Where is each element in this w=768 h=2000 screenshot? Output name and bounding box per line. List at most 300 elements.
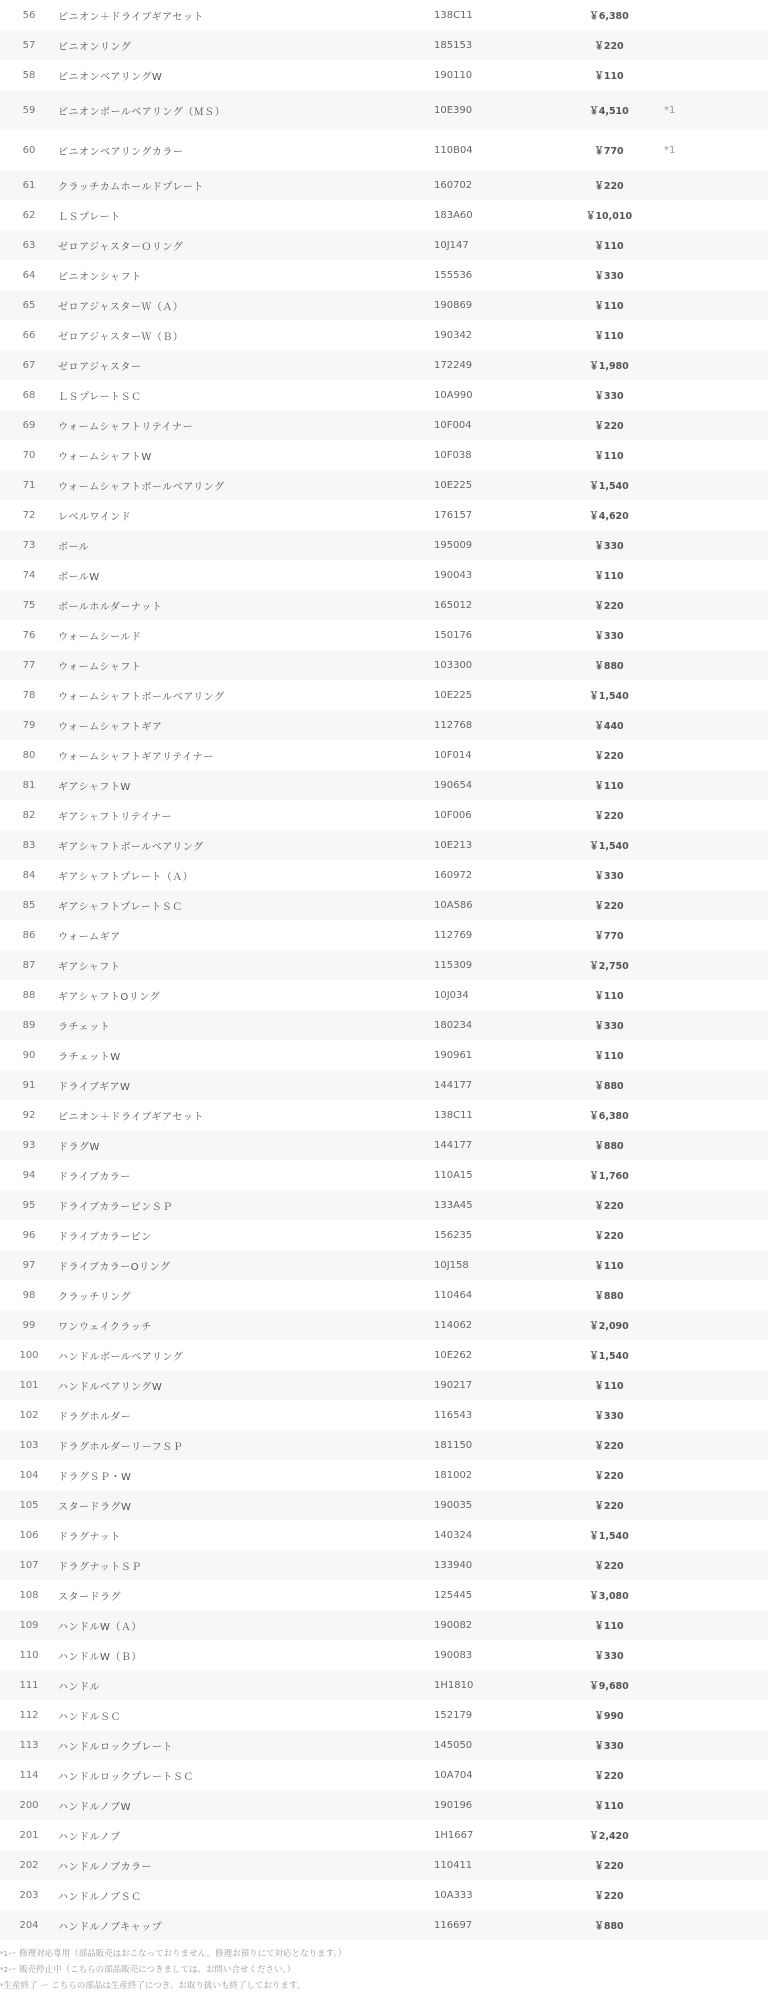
table-row xyxy=(0,1130,768,1160)
part-name: ハンドルロックプレートＳＣ xyxy=(58,1771,194,1783)
part-number: 200 xyxy=(0,1790,58,1820)
table-row xyxy=(0,980,768,1010)
part-number: 85 xyxy=(0,890,58,920)
part-number: 70 xyxy=(22,449,36,461)
part-note xyxy=(664,950,768,980)
part-code: 190217 xyxy=(434,1370,554,1400)
part-name: ゼロアジャスターＷ（Ｂ） xyxy=(58,331,184,343)
part-number: 99 xyxy=(0,1310,58,1340)
part-price: ￥110 xyxy=(554,1790,664,1820)
footnote-mark: *2 xyxy=(0,1966,8,1974)
part-price: ￥1,540 xyxy=(589,691,629,702)
part-note xyxy=(664,0,768,30)
part-price: ￥110 xyxy=(594,571,624,582)
part-price: ￥220 xyxy=(554,1550,664,1580)
part-price: ￥3,080 xyxy=(589,1591,629,1602)
part-name: ボール xyxy=(58,530,434,560)
part-name: ハンドルＳＣ xyxy=(58,1711,121,1723)
part-code: 138C11 xyxy=(434,9,473,21)
table-row xyxy=(0,1760,768,1790)
table-row xyxy=(0,230,768,260)
table-row xyxy=(0,470,768,500)
table-row xyxy=(0,1460,768,1490)
part-name: クラッチカムホールドプレート xyxy=(58,170,434,200)
part-number: 67 xyxy=(0,350,58,380)
part-code: 190196 xyxy=(434,1790,554,1820)
table-row xyxy=(0,1880,768,1910)
part-number: 79 xyxy=(0,710,58,740)
part-note xyxy=(664,500,768,530)
part-price: ￥220 xyxy=(594,1771,624,1782)
table-row xyxy=(0,710,768,740)
part-note xyxy=(664,1580,768,1610)
part-code: 115309 xyxy=(434,950,554,980)
part-price: ￥10,010 xyxy=(585,211,633,222)
part-name: ドラグホルダーリーフＳＰ xyxy=(58,1430,434,1460)
part-price: ￥220 xyxy=(554,410,664,440)
part-code: 145050 xyxy=(434,1730,554,1760)
footnote-3 xyxy=(0,1980,768,1992)
part-code: 155536 xyxy=(434,269,473,281)
part-note xyxy=(664,30,768,60)
part-name: ウォームギア xyxy=(58,931,121,943)
part-number: 203 xyxy=(19,1889,39,1901)
part-note: *1 xyxy=(664,90,768,130)
part-name: ピニオンリング xyxy=(58,30,434,60)
part-number: 76 xyxy=(22,629,36,641)
part-note xyxy=(664,890,768,920)
table-row xyxy=(0,920,768,950)
part-price: ￥1,540 xyxy=(554,830,664,860)
part-price: ￥330 xyxy=(594,871,624,882)
part-price: ￥770 xyxy=(594,931,624,942)
table-row xyxy=(0,1070,768,1100)
table-row xyxy=(0,1400,768,1430)
part-code: 110464 xyxy=(434,1289,473,1301)
part-code: 10A990 xyxy=(434,389,473,401)
part-note xyxy=(664,230,768,260)
part-code: 110A15 xyxy=(434,1169,473,1181)
part-code: 133A45 xyxy=(434,1190,554,1220)
part-price: ￥110 xyxy=(594,451,624,462)
table-row xyxy=(0,200,768,230)
part-price: ￥220 xyxy=(554,890,664,920)
part-name: ラチェット xyxy=(58,1010,434,1040)
part-number: 102 xyxy=(19,1409,39,1421)
part-number: 89 xyxy=(0,1010,58,1040)
part-price: ￥220 xyxy=(554,1850,664,1880)
part-name: ピニオンボールベアリング（ＭＳ） xyxy=(58,90,434,130)
part-note xyxy=(664,1280,768,1310)
part-price: ￥110 xyxy=(594,1051,624,1062)
part-price: ￥220 xyxy=(554,1190,664,1220)
table-row xyxy=(0,1910,768,1940)
part-price: ￥2,420 xyxy=(589,1831,629,1842)
part-note xyxy=(664,1850,768,1880)
part-name: ドラグホルダー xyxy=(58,1411,132,1423)
part-price: ￥220 xyxy=(554,1490,664,1520)
part-number: 57 xyxy=(0,30,58,60)
table-row xyxy=(0,1850,768,1880)
part-name: ウォームシャフトW xyxy=(58,451,152,463)
part-name: ドライブカラーピン xyxy=(58,1231,152,1243)
part-price: ￥330 xyxy=(594,631,624,642)
part-code: 180234 xyxy=(434,1010,554,1040)
part-name: ボールW xyxy=(58,571,100,583)
part-number: 93 xyxy=(0,1130,58,1160)
table-row xyxy=(0,410,768,440)
part-code: 125445 xyxy=(434,1589,473,1601)
part-price: ￥220 xyxy=(594,1891,624,1902)
part-code: 181150 xyxy=(434,1430,554,1460)
part-code: 190342 xyxy=(434,329,473,341)
table-row xyxy=(0,1550,768,1580)
part-note xyxy=(664,1550,768,1580)
part-name: ギアシャフトボールベアリング xyxy=(58,830,434,860)
part-price: ￥990 xyxy=(594,1711,624,1722)
part-price: ￥9,680 xyxy=(554,1670,664,1700)
part-name: ギアシャフトリテイナー xyxy=(58,811,172,823)
part-code: 10J034 xyxy=(434,989,469,1001)
part-note xyxy=(664,590,768,620)
part-number: 96 xyxy=(22,1229,36,1241)
part-name: ドラグW xyxy=(58,1130,434,1160)
part-number: 98 xyxy=(22,1289,36,1301)
part-price: ￥110 xyxy=(554,1370,664,1400)
part-number: 92 xyxy=(22,1109,36,1121)
part-code: 116697 xyxy=(434,1910,554,1940)
part-price: ￥1,760 xyxy=(589,1171,629,1182)
part-number: 202 xyxy=(0,1850,58,1880)
table-row xyxy=(0,890,768,920)
table-row xyxy=(0,1670,768,1700)
part-code: 110411 xyxy=(434,1850,554,1880)
part-number: 100 xyxy=(19,1349,39,1361)
part-note xyxy=(664,1340,768,1370)
part-note xyxy=(664,1190,768,1220)
part-number: 78 xyxy=(22,689,36,701)
table-row xyxy=(0,1310,768,1340)
part-price: ￥770 xyxy=(594,146,624,157)
part-note xyxy=(664,1370,768,1400)
part-name: ピニオンベアリングカラー xyxy=(58,146,184,158)
table-row xyxy=(0,1100,768,1130)
part-price: ￥4,510 xyxy=(554,90,664,130)
table-row xyxy=(0,530,768,560)
part-price: ￥330 xyxy=(594,1411,624,1422)
part-price: ￥2,750 xyxy=(554,950,664,980)
table-row xyxy=(0,1700,768,1730)
part-name: ウォームシャフトボールベアリング xyxy=(58,691,225,703)
part-name: ボールホルダーナット xyxy=(58,590,434,620)
part-note xyxy=(664,1100,768,1130)
part-name: ドラグナットＳＰ xyxy=(58,1550,434,1580)
table-row xyxy=(0,1040,768,1070)
part-number: 103 xyxy=(0,1430,58,1460)
part-note xyxy=(664,470,768,500)
table-row xyxy=(0,800,768,830)
part-code: 10E213 xyxy=(434,830,554,860)
part-note xyxy=(664,980,768,1010)
part-code: 10A586 xyxy=(434,890,554,920)
part-price: ￥220 xyxy=(594,751,624,762)
part-note xyxy=(664,320,768,350)
table-row xyxy=(0,290,768,320)
table-row xyxy=(0,30,768,60)
part-name: ギアシャフトプレートＳＣ xyxy=(58,890,434,920)
part-code: 112768 xyxy=(434,710,554,740)
part-number: 68 xyxy=(22,389,36,401)
part-code: 112769 xyxy=(434,929,473,941)
part-note xyxy=(664,1400,768,1430)
part-number: 61 xyxy=(0,170,58,200)
part-code: 181002 xyxy=(434,1469,473,1481)
part-price: ￥1,540 xyxy=(589,1531,629,1542)
part-price: ￥1,540 xyxy=(554,470,664,500)
part-note: *1 xyxy=(664,144,676,156)
part-number: 60 xyxy=(22,144,36,156)
part-name: ハンドルベアリングW xyxy=(58,1370,434,1400)
part-code: 144177 xyxy=(434,1130,554,1160)
part-code: 10F004 xyxy=(434,410,554,440)
table-row xyxy=(0,440,768,470)
part-name: ドライブカラーOリング xyxy=(58,1250,434,1280)
footnote-1 xyxy=(0,1948,768,1960)
part-note xyxy=(664,290,768,320)
part-number: 112 xyxy=(19,1709,39,1721)
part-price: ￥880 xyxy=(554,650,664,680)
part-number: 64 xyxy=(22,269,36,281)
part-code: 10J158 xyxy=(434,1250,554,1280)
part-code: 10A333 xyxy=(434,1889,473,1901)
part-note xyxy=(664,920,768,950)
part-note xyxy=(664,800,768,830)
part-note xyxy=(664,1670,768,1700)
part-number: 105 xyxy=(0,1490,58,1520)
part-price: ￥220 xyxy=(594,1471,624,1482)
part-code: 10E262 xyxy=(434,1349,473,1361)
part-price: ￥110 xyxy=(594,71,624,82)
part-name: ハンドルノブ xyxy=(58,1831,121,1843)
part-code: 160972 xyxy=(434,869,473,881)
part-number: 106 xyxy=(19,1529,39,1541)
table-row xyxy=(0,860,768,890)
part-note xyxy=(664,410,768,440)
part-note xyxy=(664,1700,768,1730)
table-row xyxy=(0,1520,768,1550)
part-name: ハンドルW（Ｂ） xyxy=(58,1651,142,1663)
table-row xyxy=(0,1220,768,1250)
part-name: ギアシャフトOリング xyxy=(58,991,161,1003)
part-code: 10E225 xyxy=(434,470,554,500)
part-code: 10F038 xyxy=(434,449,472,461)
part-code: 190083 xyxy=(434,1649,473,1661)
part-price: ￥220 xyxy=(594,811,624,822)
part-note xyxy=(664,1010,768,1040)
table-row xyxy=(0,1790,768,1820)
table-row xyxy=(0,0,768,30)
part-number: 104 xyxy=(19,1469,39,1481)
part-price: ￥330 xyxy=(554,1010,664,1040)
part-name: ハンドルロックプレート xyxy=(58,1730,434,1760)
part-note xyxy=(664,440,768,470)
footnote-2 xyxy=(0,1964,768,1976)
part-note xyxy=(664,260,768,290)
part-note xyxy=(664,740,768,770)
part-code: 140324 xyxy=(434,1529,473,1541)
part-price: ￥880 xyxy=(554,1130,664,1160)
part-name: ドライブギアW xyxy=(58,1070,434,1100)
part-code: 10J147 xyxy=(434,230,554,260)
table-row xyxy=(0,500,768,530)
part-number: 87 xyxy=(0,950,58,980)
table-row xyxy=(0,1580,768,1610)
part-note xyxy=(664,1160,768,1190)
part-code: 190035 xyxy=(434,1490,554,1520)
part-note xyxy=(664,200,768,230)
table-row xyxy=(0,620,768,650)
part-price: ￥110 xyxy=(554,290,664,320)
part-note xyxy=(664,1310,768,1340)
part-price: ￥110 xyxy=(554,230,664,260)
part-name: ウォームシャフトリテイナー xyxy=(58,410,434,440)
table-row xyxy=(0,1820,768,1850)
part-note xyxy=(664,60,768,90)
part-name: ピニオンベアリングW xyxy=(58,71,163,83)
part-price: ￥110 xyxy=(554,770,664,800)
part-code: 152179 xyxy=(434,1709,473,1721)
part-price: ￥440 xyxy=(554,710,664,740)
part-name: ウォームシャフト xyxy=(58,650,434,680)
part-price: ￥220 xyxy=(554,590,664,620)
table-row xyxy=(0,380,768,410)
part-code: 10F014 xyxy=(434,749,472,761)
part-name: ドライブカラーピンＳＰ xyxy=(58,1190,434,1220)
part-code: 190961 xyxy=(434,1049,473,1061)
part-name: ゼロアジャスター xyxy=(58,350,434,380)
part-number: 109 xyxy=(0,1610,58,1640)
part-note xyxy=(664,170,768,200)
footnote-text: ー 修理対応専用（部品販売はおこなっておりません。修理お預りにて対応となります。） xyxy=(7,1949,347,1959)
part-code: 110B04 xyxy=(434,144,473,156)
part-price: ￥2,090 xyxy=(554,1310,664,1340)
part-note xyxy=(664,1640,768,1670)
part-name: ハンドルノブキャップ xyxy=(58,1910,434,1940)
part-price: ￥110 xyxy=(554,1250,664,1280)
part-note xyxy=(664,1730,768,1760)
part-number: 65 xyxy=(0,290,58,320)
part-code: 10E390 xyxy=(434,90,554,130)
part-note xyxy=(664,1220,768,1250)
part-note xyxy=(664,1610,768,1640)
part-name: ＬＳプレートＳＣ xyxy=(58,391,142,403)
part-number: 74 xyxy=(22,569,36,581)
part-code: 190654 xyxy=(434,770,554,800)
table-row xyxy=(0,1370,768,1400)
part-code: 183A60 xyxy=(434,209,473,221)
part-price: ￥330 xyxy=(594,391,624,402)
table-row xyxy=(0,1640,768,1670)
part-note xyxy=(664,620,768,650)
part-name: スタードラグW xyxy=(58,1490,434,1520)
table-row xyxy=(0,1430,768,1460)
part-code: 103300 xyxy=(434,650,554,680)
part-name: ギアシャフトW xyxy=(58,770,434,800)
footnote-text: ー 販売停止中（こちらの部品販売につきましては、お問い合せください。） xyxy=(7,1965,296,1975)
part-number: 59 xyxy=(0,90,58,130)
part-price: ￥880 xyxy=(554,1070,664,1100)
footnote-text: 生産終了 ー こちらの部品は生産終了につき、お取り扱いも終了しております。 xyxy=(3,1981,306,1991)
part-number: 81 xyxy=(0,770,58,800)
part-note xyxy=(664,560,768,590)
part-name: ハンドルノブカラー xyxy=(58,1850,434,1880)
table-row xyxy=(0,590,768,620)
part-note xyxy=(664,350,768,380)
part-number: 91 xyxy=(0,1070,58,1100)
footnote-mark: * xyxy=(0,1982,4,1990)
part-name: ウォームシールド xyxy=(58,631,142,643)
part-name: ハンドルボールベアリング xyxy=(58,1351,184,1363)
part-note xyxy=(664,1790,768,1820)
table-row xyxy=(0,1010,768,1040)
table-row xyxy=(0,770,768,800)
part-code: 1H1810 xyxy=(434,1670,554,1700)
part-name: ドライブカラー xyxy=(58,1171,131,1183)
part-number: 113 xyxy=(0,1730,58,1760)
part-price: ￥880 xyxy=(594,1291,624,1302)
part-number: 83 xyxy=(0,830,58,860)
part-number: 69 xyxy=(0,410,58,440)
part-code: 190082 xyxy=(434,1610,554,1640)
table-row xyxy=(0,320,768,350)
part-note xyxy=(664,1820,768,1850)
part-number: 114 xyxy=(19,1769,39,1781)
part-price: ￥220 xyxy=(554,170,664,200)
part-price: ￥330 xyxy=(594,271,624,282)
table-row xyxy=(0,1730,768,1760)
table-row xyxy=(0,650,768,680)
part-note xyxy=(664,860,768,890)
part-number: 73 xyxy=(0,530,58,560)
part-name: レベルワインド xyxy=(58,511,132,523)
part-number: 110 xyxy=(19,1649,39,1661)
part-name: ラチェットW xyxy=(58,1051,121,1063)
table-row xyxy=(0,170,768,200)
part-price: ￥110 xyxy=(554,1610,664,1640)
part-number: 62 xyxy=(22,209,36,221)
part-name: ドラグナット xyxy=(58,1531,121,1543)
part-name: ＬＳプレート xyxy=(58,211,121,223)
part-number: 111 xyxy=(0,1670,58,1700)
part-code: 185153 xyxy=(434,30,554,60)
table-row xyxy=(0,680,768,710)
part-price: ￥6,380 xyxy=(589,11,629,22)
part-number: 86 xyxy=(22,929,36,941)
part-name: ウォームシャフトギア xyxy=(58,710,434,740)
part-code: 150176 xyxy=(434,629,473,641)
part-code: 190110 xyxy=(434,69,473,81)
part-number: 80 xyxy=(22,749,36,761)
footnotes xyxy=(0,1940,768,1992)
part-price: ￥4,620 xyxy=(589,511,629,522)
part-note xyxy=(664,1070,768,1100)
part-price: ￥220 xyxy=(594,1231,624,1242)
part-number: 95 xyxy=(0,1190,58,1220)
part-price: ￥220 xyxy=(554,30,664,60)
part-price: ￥330 xyxy=(554,530,664,560)
part-name: ピニオン＋ドライブギアセット xyxy=(58,11,204,23)
footnote-mark: *1 xyxy=(0,1950,8,1958)
